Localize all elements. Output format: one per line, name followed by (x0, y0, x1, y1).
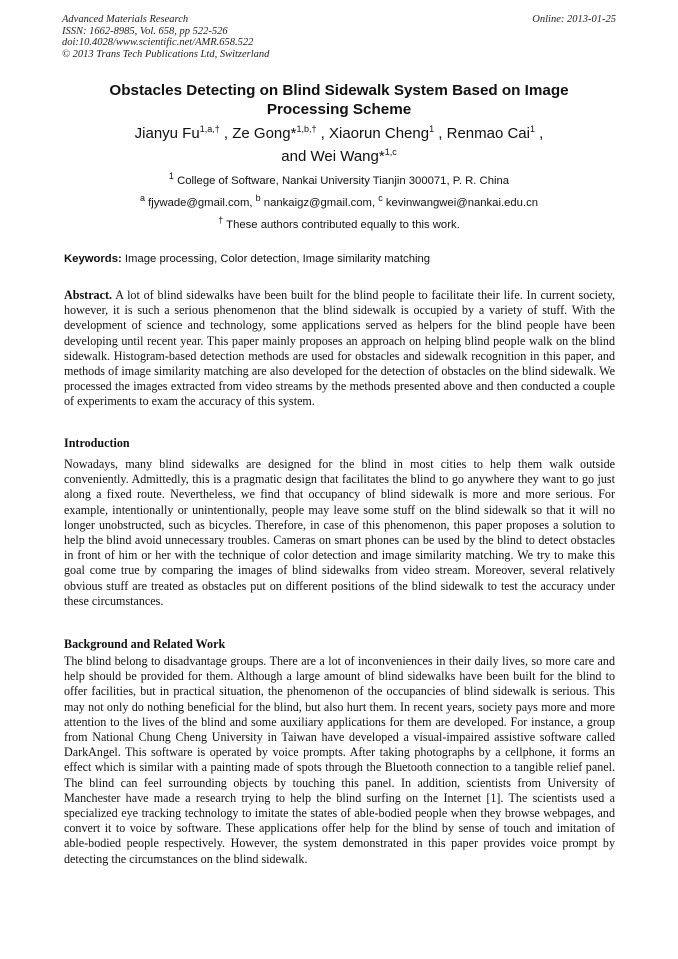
doi-line[interactable]: doi:10.4028/www.scientific.net/AMR.658.522 (62, 37, 254, 49)
affiliation: $^1$ College of Software, Nankai University Tianjin 300071, P. R. China (168, 171, 510, 187)
online-date: Online: 2013-01-25 (532, 14, 616, 25)
copyright-line: © 2013 Trans Tech Publications Ltd, Switzerland (62, 48, 270, 60)
email-link[interactable]: fjywade@gmail.com, (148, 197, 253, 209)
keywords-text: Image processing, Color detection, Image similarity matching (124, 253, 431, 265)
author: Jianyu $Fu^{1,a,\dagger}$ , (134, 124, 233, 142)
abstract-label: Abstract. (64, 288, 113, 302)
email-link[interactable]: kevinwangwei@nankai.edu.cn (385, 197, 539, 209)
abstract (64, 288, 615, 410)
equal-contribution-note: † These authors contributed equally to this work. (218, 215, 460, 231)
introduction-text: Nowadays, many blind sidewalks are designed for the blind in most cities to help them walk outside conveniently. Admittedly, this is a pragmatic design that facilitates the blind to go anywhere they want to go just along a fixed route. Nevertheless, we find that occupancy of blind sidewalk is more and more serious. For example, intentionally or unintentionally, people may leave some stuff on the blind sidewalk so that it will no longer unobstructed, such as bicycles. Therefore, in case of this phenomenon, this paper proposes a solution to help the blind avoid unnecessary troubles. Cameras on smart phones can be used by the blind to detect obstacles in front of him or her with the technique of color detection and image similarity matching. We try to make this goal come true by comparing the images of blind sidewalks from video stream. Moreover, several relatively obvious stuff are treated as obstacles put on different positions of the blind sidewalk to test the accuracy under these circumstances. (64, 457, 615, 608)
keywords-label: Keywords: (64, 253, 122, 265)
author-list (70, 122, 608, 168)
paper-title: Obstacles Detecting on Blind Sidewalk System Based on Image Processing Scheme (109, 82, 569, 118)
section-heading-background: Background and Related Work (64, 637, 226, 651)
journal-name: Advanced Materials Research (62, 14, 189, 25)
running-header (62, 14, 616, 60)
section-heading-introduction: Introduction (64, 436, 130, 450)
background-text: The blind belong to disadvantage groups. There are a lot of inconveniences in their daily lives, so more care and help should be provided for them. Although a large amount of blind sidewalks have been built for the blind to offer facilities, but in practical situation, the phenomenon of the occupancies of blind sidewalk is serious. This may not only do nothing beneficial for the blind, but also hurt them. In recent years, society pays more and more attention to the lives of the blind and some auxiliary applications for them are developed. For instance, a group from National Chung Cheng University in Taiwan have developed a visual-impaired assistive software called DarkAngel. This software is operated by voice prompts. After taking photographs by a cellphone, it forms an effect which is similar with a painting made of spots through the Bluetooth connection to a tangible relief panel. The blind can feel surrounding objects by touching this panel. In addition, scientists from University of Manchester have made a research trying to help the blind surfing on the Internet [1]. The scientists used a specialized eye tracking technology to imitate the states of able-bodied people when they browse webpages, and convert it to voice by software. These applications offer help for the blind by sense of touch and imitation of able-bodied people respectively. However, the system demonstrated in this paper provides voice prompt by detecting the circumstances on the blind sidewalk. (64, 654, 615, 866)
abstract-text: A lot of blind sidewalks have been built for the blind people to facilitate their life. In current society, however, it is such a serious phenomenon that the blind sidewalk is occupied by a variety of stuff. With the development of science and technology, some applications served as helpers for the blind people have been developing until recent year. This paper mainly proposes an approach on helping blind people walk on the blind sidewalk. Histogram-based detection methods are used for obstacles and sidewalk recognition in this paper, and methods of image similarity matching are also developed for the detection of obstacles on the blind sidewalk. We processed the images extracted from video streams by the methods presented above and then conducted a couple of experiments to exam the accuracy of this system. (64, 288, 615, 409)
author: and Wei Wang*$^{1,c}$ (281, 147, 397, 165)
author: Ze Gong*$^{1,b,\dagger}$ , (232, 124, 329, 142)
issn-line: ISSN: 1662-8985, Vol. 658, pp 522-526 (62, 25, 228, 37)
email-list: $^a$ fjywade@gmail.com, $^b$ nankaigz@gmail.com, $^c$ kevinwangwei@nankai.edu.cn (139, 193, 539, 209)
email-link[interactable]: nankaigz@gmail.com, (263, 197, 376, 209)
author: Xiaorun Cheng$^1$ , (329, 124, 447, 142)
author: Renmao Cai$^1$ , (446, 124, 544, 142)
keywords (64, 252, 616, 266)
